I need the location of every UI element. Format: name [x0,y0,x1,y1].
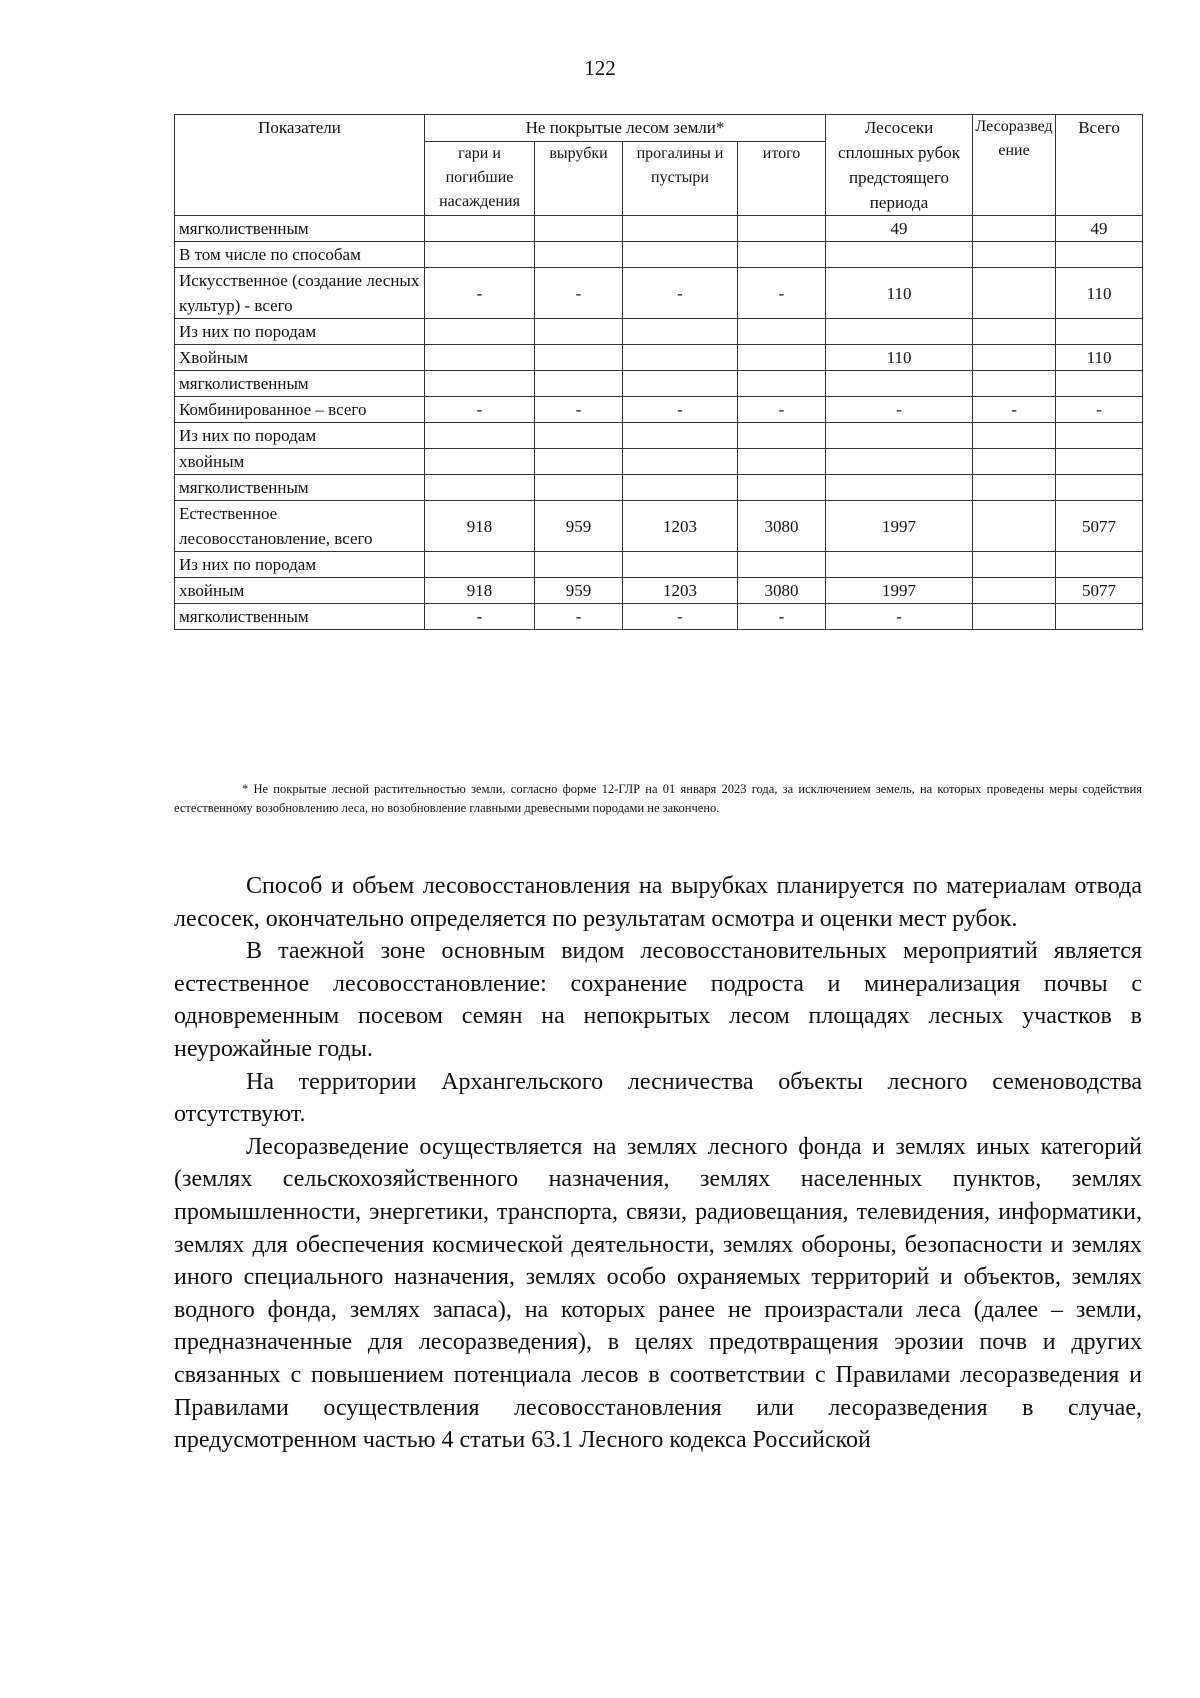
table-cell [973,371,1056,397]
footnote [174,780,1142,818]
row-label: Искусственное (создание лесных культур) - всего [175,268,425,319]
table-cell: 49 [1056,216,1143,242]
table-cell [1056,423,1143,449]
header-afforestation: Лесоразведение [973,115,1056,216]
table-cell [535,423,623,449]
table-cell: - [535,604,623,630]
table-cell: 918 [425,578,535,604]
table-cell [535,449,623,475]
header-burns: гари и погибшие насаждения [425,141,535,215]
table-cell: 3080 [738,578,826,604]
table-cell [1056,242,1143,268]
table-cell [738,449,826,475]
table-cell [973,216,1056,242]
row-label: Хвойным [175,345,425,371]
table-cell [1056,604,1143,630]
table-cell: 49 [826,216,973,242]
table-row [175,216,1143,242]
table-cell [826,449,973,475]
table-row [175,552,1143,578]
row-label: хвойным [175,578,425,604]
table-cell [973,552,1056,578]
row-label: мягколиственным [175,604,425,630]
row-label: мягколиственным [175,371,425,397]
table-cell: 3080 [738,501,826,552]
table-row [175,604,1143,630]
table-cell [738,371,826,397]
row-label: Из них по породам [175,319,425,345]
table-cell [425,371,535,397]
table-cell: 110 [826,268,973,319]
table-cell [826,319,973,345]
table-cell [1056,552,1143,578]
table-cell [973,449,1056,475]
table-cell [425,242,535,268]
table-cell [738,423,826,449]
header-cutting-areas: Лесосеки сплошных рубок предстоящего периода [826,115,973,216]
table-cell [623,242,738,268]
row-label: мягколиственным [175,216,425,242]
table-cell [623,371,738,397]
table-cell [623,345,738,371]
table-cell: - [623,268,738,319]
table-cell [973,475,1056,501]
table-cell [973,578,1056,604]
table-row [175,423,1143,449]
table-cell: - [425,268,535,319]
table-cell: 110 [826,345,973,371]
table-cell: 918 [425,501,535,552]
table-cell: 1997 [826,501,973,552]
table-cell: - [535,268,623,319]
table-cell [738,475,826,501]
footnote-marker: * [242,782,249,796]
table-cell [425,475,535,501]
table-cell [973,268,1056,319]
table-cell [738,345,826,371]
table-cell [1056,449,1143,475]
table-cell: 959 [535,578,623,604]
table-cell: - [738,397,826,423]
table-cell [623,423,738,449]
header-total: Всего [1056,115,1143,216]
table-cell [826,475,973,501]
table-cell [535,552,623,578]
table-cell [623,475,738,501]
table-body [175,216,1143,630]
table-row [175,475,1143,501]
footnote-text: Не покрытые лесной растительностью земли, согласно форме 12-ГЛР на 01 января 2023 года, за исключением земель, на которых проведены меры содействия естественному возобновлению леса, но возобновление главными древесными породами не закончено. [174,782,1143,815]
table-cell [973,319,1056,345]
table-cell [973,501,1056,552]
header-glades: прогалины и пустыри [623,141,738,215]
row-label: Из них по породам [175,552,425,578]
table-cell [738,242,826,268]
header-not-covered-group: Не покрытые лесом земли* [425,115,826,142]
header-indicators: Показатели [175,115,425,216]
table-row [175,501,1143,552]
row-label: мягколиственным [175,475,425,501]
table-cell [973,345,1056,371]
paragraph-1: Способ и объем лесовосстановления на вырубках планируется по материалам отвода лесосек, окончательно определяется по результатам осмотра и оценки мест рубок. [174,873,1142,932]
table-cell [623,319,738,345]
table-cell [826,371,973,397]
table-cell: 5077 [1056,501,1143,552]
table-cell [623,216,738,242]
table-cell [535,345,623,371]
table-cell: 110 [1056,345,1143,371]
table-cell: 1997 [826,578,973,604]
table-cell [623,449,738,475]
table-cell [826,423,973,449]
table-cell: - [826,604,973,630]
table-cell [535,371,623,397]
table-cell: - [738,604,826,630]
table-row [175,345,1143,371]
header-clearings: вырубки [535,141,623,215]
table-cell [623,552,738,578]
table-cell [973,423,1056,449]
table-cell: 1203 [623,578,738,604]
table-cell [738,216,826,242]
table-cell: - [1056,397,1143,423]
table-cell [738,319,826,345]
body-text [174,870,1142,1457]
table-cell [738,552,826,578]
table-cell: - [425,397,535,423]
table-cell [535,216,623,242]
forest-restoration-table [174,114,1143,630]
page-number: 122 [584,56,616,80]
table-row [175,397,1143,423]
table-cell [535,475,623,501]
table-cell [425,345,535,371]
table-cell [973,604,1056,630]
table-row [175,268,1143,319]
row-label: Из них по породам [175,423,425,449]
table-cell: - [738,268,826,319]
header-total-group: итого [738,141,826,215]
table-cell [1056,319,1143,345]
table-cell: 959 [535,501,623,552]
table-cell [826,552,973,578]
table-cell: - [973,397,1056,423]
table-row [175,449,1143,475]
row-label: В том числе по способам [175,242,425,268]
table-cell: - [623,604,738,630]
table-cell [425,319,535,345]
row-label: Естественное лесовосстановление, всего [175,501,425,552]
table-cell [425,423,535,449]
table-row [175,242,1143,268]
row-label: хвойным [175,449,425,475]
table-cell: 110 [1056,268,1143,319]
table-cell [973,242,1056,268]
table-cell [1056,475,1143,501]
table-cell: 1203 [623,501,738,552]
table-row [175,319,1143,345]
paragraph-3: На территории Архангельского лесничества объекты лесного семеноводства отсутствуют. [174,1068,1142,1128]
row-label: Комбинированное – всего [175,397,425,423]
table-cell [425,216,535,242]
table-cell [1056,371,1143,397]
paragraph-2: В таежной зоне основным видом лесовосстановительных мероприятий является естественное лесовосстановление: сохранение подроста и минерализация почвы с одновременным посевом семян на непокрытых лесом площадях лесных участков в неурожайные годы. [174,938,1142,1062]
table-cell [425,552,535,578]
table-cell [535,242,623,268]
paragraph-4: Лесоразведение осуществляется на землях лесного фонда и землях иных категорий (землях сельскохозяйственного назначения, землях населенных пунктов, землях промышленности, энергетики, транспорта, связи, радиовещания, телевидения, информатики, землях для обеспечения космической деятельности, землях обороны, безопасности и землях иного специального назначения, землях особо охраняемых территорий и объектов, землях водного фонда, землях запаса), на которых ранее не произрастали леса (далее – земли, предназначенные для лесоразведения), в целях предотвращения эрозии почв и других связанных с повышением потенциала лесов в соответствии с Правилами лесоразведения и Правилами осуществления лесовосстановления или лесоразведения в случае, предусмотренном частью 4 статьи 63.1 Лесного кодекса Российской [174,1133,1142,1454]
table-row [175,371,1143,397]
table-cell [826,242,973,268]
table-cell: - [826,397,973,423]
table-row [175,578,1143,604]
table-cell: - [425,604,535,630]
table-cell: - [623,397,738,423]
table-cell: 5077 [1056,578,1143,604]
table-header [175,115,1143,216]
table-cell [425,449,535,475]
table-cell: - [535,397,623,423]
table-cell [535,319,623,345]
